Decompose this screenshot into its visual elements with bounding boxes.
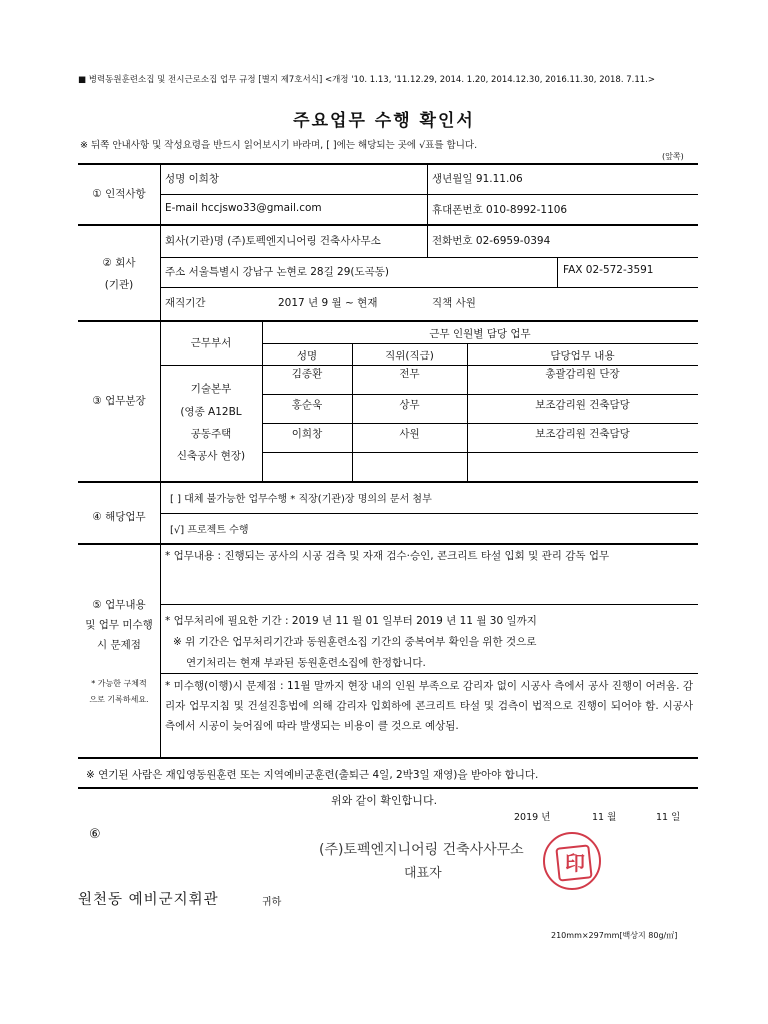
row-divider xyxy=(160,673,698,674)
staff-rank-cell: 사원 xyxy=(399,428,420,440)
row-divider xyxy=(262,452,698,453)
nonperformance-problem-text: * 미수행(이행)시 문제점 : 11월 말까지 현장 내의 인원 부족으로 감리자 없이 시공사 측에서 공사 진행이 어려움. 감리자 업무지침 및 건설진흥법에 의해 감리자 입회하에 콘크리트 타설 및 검측이 법적으로 진행이 되어야 함. 시공사 측에서 시공이 늦어짐에 따라 발생되는 비용이 클 것으로 예상됨. xyxy=(165,680,693,732)
date-month: 11 월 xyxy=(592,812,617,823)
row-divider xyxy=(160,604,698,605)
signature-section-label: ⑥ xyxy=(89,827,101,842)
section-divider xyxy=(78,543,698,545)
department-line: (영종 A12BL xyxy=(180,406,242,418)
staff-task-cell: 보조감리원 건축담당 xyxy=(535,399,630,411)
instruction-note: ※ 뒤쪽 안내사항 및 작성요령을 반드시 읽어보시기 바라며, [ ]에는 해당되는 곳에 √표를 합니다. xyxy=(80,140,478,151)
column-header-rank: 직위(직급) xyxy=(385,350,434,362)
date-year: 2019 년 xyxy=(514,812,551,823)
company-section-label-2: (기관) xyxy=(104,279,134,291)
company-phone-field: 전화번호 02-6959-0394 xyxy=(432,235,551,247)
company-fax-field: FAX 02-572-3591 xyxy=(563,264,654,276)
period-note-line: 연기처리는 현재 부과된 동원훈련소집에 한정합니다. xyxy=(186,657,426,669)
birthdate-field: 생년월일 91.11.06 xyxy=(432,173,523,185)
paper-spec: 210mm×297mm[백상지 80g/㎡] xyxy=(551,931,678,940)
staff-rank-cell: 전무 xyxy=(399,368,420,380)
table-top-border xyxy=(78,163,698,165)
staff-task-cell: 총괄감리원 단장 xyxy=(545,368,620,380)
issues-hint-line: * 가능한 구체적 xyxy=(91,679,147,688)
postponement-note: ※ 연기된 사람은 재입영동원훈련 또는 지역예비군훈련(출퇴근 4일, 2박3일 재영)을 받아야 합니다. xyxy=(86,769,539,781)
page-title: 주요업무 수행 확인서 xyxy=(293,111,475,131)
row-divider xyxy=(160,257,698,258)
department-header: 근무부서 xyxy=(190,337,232,349)
signing-company-name: (주)토펙엔지니어링 건축사사무소 xyxy=(319,842,524,858)
row-divider xyxy=(160,513,698,514)
staff-task-cell: 보조감리원 건축담당 xyxy=(535,428,630,440)
project-duty-option: [√] 프로젝트 수행 xyxy=(170,525,249,536)
department-line: 공동주택 xyxy=(190,428,232,440)
page-side-label: (앞쪽) xyxy=(662,152,684,161)
duty-section-label: ③ 업무분장 xyxy=(92,395,146,407)
form-regulation-header: ■ 병력동원훈련소집 및 전시근로소집 업무 규정 [별지 제7호서식] <개정 '10. 1.13, '11.12.29, 2014. 1.20, 2014.12.30, 2016.11.30, 2018. 7.11.> xyxy=(78,75,655,85)
issues-label-line: ⑤ 업무내용 xyxy=(92,599,146,611)
staff-name-cell: 김종환 xyxy=(291,368,323,380)
section-divider xyxy=(78,320,698,322)
recipient-name: 원천동 예비군지휘관 xyxy=(78,892,219,908)
column-header-name: 성명 xyxy=(296,350,318,362)
issues-label-line: 및 업무 미수행 xyxy=(85,619,153,631)
department-line: 기술본부 xyxy=(190,383,232,395)
date-day: 11 일 xyxy=(656,812,681,823)
column-divider xyxy=(467,343,468,481)
staff-rank-cell: 상무 xyxy=(399,399,420,411)
column-header-task: 담당업무 내용 xyxy=(550,350,615,362)
row-divider xyxy=(262,394,698,395)
row-divider xyxy=(262,343,698,344)
relevant-duty-label: ④ 해당업무 xyxy=(92,511,146,523)
company-name-field: 회사(기관)명 (주)토펙엔지니어링 건축사사무소 xyxy=(165,235,381,247)
section-divider xyxy=(78,224,698,226)
row-divider xyxy=(160,194,698,195)
company-section-label-1: ② 회사 xyxy=(102,257,136,269)
period-note-line: ※ 위 기간은 업무처리기간과 동원훈련소집 기간의 중복여부 확인을 위한 것으로 xyxy=(173,636,537,648)
staff-name-cell: 이희창 xyxy=(291,428,323,440)
column-divider xyxy=(352,343,353,481)
issues-label-line: 시 문제점 xyxy=(97,639,141,651)
column-divider xyxy=(427,164,428,224)
company-seal-stamp xyxy=(543,832,601,890)
section-divider xyxy=(78,757,698,759)
confirmation-text: 위와 같이 확인합니다. xyxy=(330,794,438,807)
table-bottom-border xyxy=(78,787,698,789)
duty-content-text: * 업무내용 : 진행되는 공사의 시공 검측 및 자재 검수·승인, 콘크리트 타설 입회 및 관리 감독 업무 xyxy=(165,550,610,562)
department-line: 신축공사 현장) xyxy=(176,450,246,462)
seal-mark: 印 xyxy=(565,851,585,875)
employment-period-value: 2017 년 9 월 ~ 현재 xyxy=(278,297,378,309)
section-divider xyxy=(78,481,698,483)
employment-period-label: 재직기간 xyxy=(165,297,206,309)
column-divider xyxy=(427,225,428,257)
email-field: E-mail hccjswo33@gmail.com xyxy=(165,202,322,214)
irreplaceable-duty-option: [ ] 대체 불가능한 업무수행 * 직장(기관)장 명의의 문서 첨부 xyxy=(170,494,432,505)
row-divider xyxy=(160,287,698,288)
staff-name-cell: 홍순욱 xyxy=(291,399,323,411)
required-period-text: * 업무처리에 필요한 기간 : 2019 년 11 월 01 일부터 2019 년 11 월 30 일까지 xyxy=(165,615,537,627)
mobile-field: 휴대폰번호 010-8992-1106 xyxy=(432,204,568,216)
row-divider xyxy=(262,423,698,424)
issues-hint-line: 으로 기록하세요. xyxy=(89,695,149,704)
staff-tasks-header: 근무 인원별 담당 업무 xyxy=(429,328,531,340)
recipient-suffix: 귀하 xyxy=(262,897,282,908)
personal-section-label: ① 인적사항 xyxy=(92,188,146,200)
name-field: 성명 이희창 xyxy=(165,173,220,185)
company-address-field: 주소 서울특별시 강남구 논현로 28길 29(도곡동) xyxy=(165,266,390,278)
representative-label: 대표자 xyxy=(404,866,442,881)
position-field: 직책 사원 xyxy=(432,297,476,309)
column-divider xyxy=(557,257,558,287)
